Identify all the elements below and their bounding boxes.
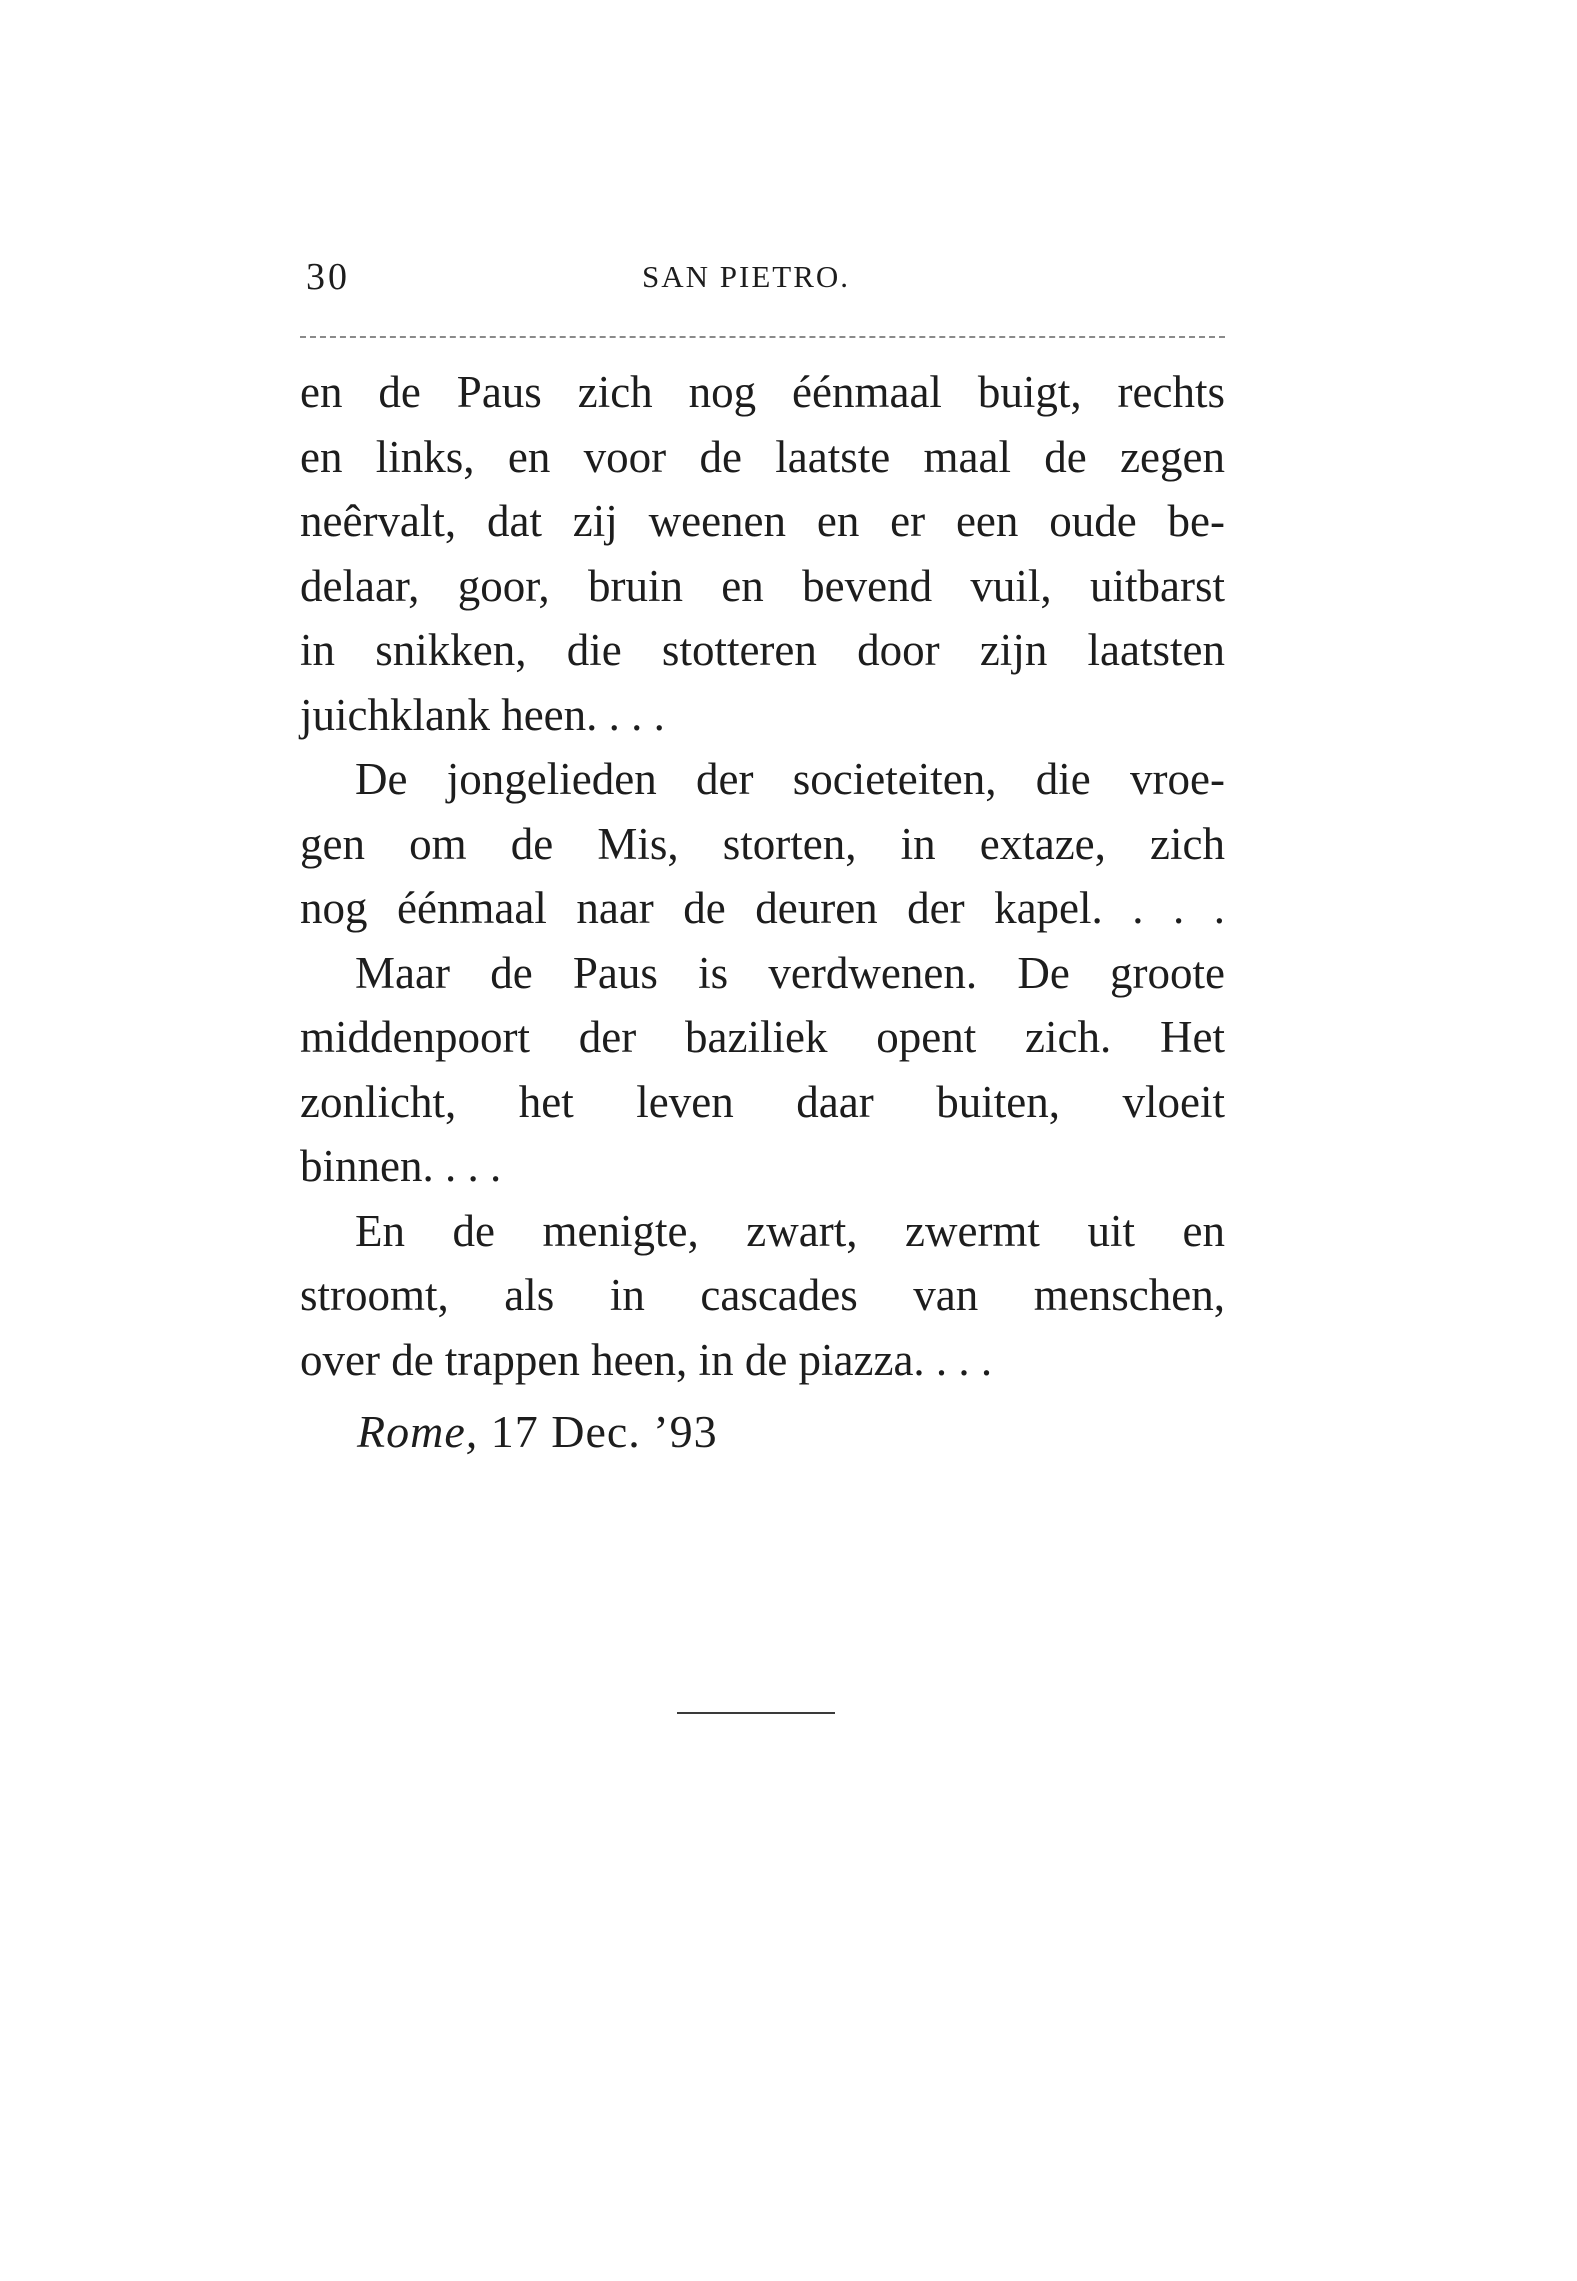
text-line: binnen. . . . bbox=[300, 1141, 502, 1191]
text-line: neêrvalt, dat zij weenen en er een oude be- bbox=[300, 496, 1225, 546]
text-line: stroomt, als in cascades van menschen, bbox=[300, 1270, 1225, 1320]
paragraph bbox=[300, 941, 1225, 1199]
paragraph bbox=[300, 747, 1225, 941]
text-line: over de trappen heen, in de piazza. . . . bbox=[300, 1334, 993, 1385]
paragraph bbox=[300, 1199, 1225, 1393]
text-line: En de menigte, zwart, zwermt uit en bbox=[355, 1205, 1225, 1256]
text-line: en links, en voor de laatste maal de zegen bbox=[300, 431, 1225, 482]
text-line: zonlicht, het leven daar buiten, vloeit bbox=[300, 1076, 1225, 1127]
running-title: SAN PIETRO. bbox=[642, 259, 851, 294]
text-line: en de Paus zich nog éénmaal buigt, rechts bbox=[300, 367, 1225, 417]
running-head bbox=[300, 255, 1225, 305]
text-line: juichklank heen. . . . bbox=[300, 689, 665, 740]
body-text bbox=[300, 360, 1225, 1392]
text-line: delaar, goor, bruin en bevend vuil, uitbarst bbox=[300, 560, 1225, 611]
text-line: in snikken, die stotteren door zijn laatsten bbox=[300, 625, 1225, 675]
text-line: nog éénmaal naar de deuren der kapel. . . . bbox=[300, 883, 1225, 933]
text-line: Maar de Paus is verdwenen. De groote bbox=[355, 947, 1225, 998]
dateline-place: Rome, bbox=[357, 1406, 479, 1457]
end-rule bbox=[677, 1712, 835, 1714]
text-line: De jongelieden der societeiten, die vroe- bbox=[355, 754, 1225, 804]
text-line: gen om de Mis, storten, in extaze, zich bbox=[300, 818, 1225, 869]
dateline-date: 17 Dec. ’93 bbox=[490, 1406, 718, 1457]
dateline bbox=[357, 1405, 718, 1458]
paragraph bbox=[300, 360, 1225, 747]
header-rule bbox=[300, 336, 1225, 338]
page-number: 30 bbox=[306, 256, 350, 298]
text-line: middenpoort der baziliek opent zich. Het bbox=[300, 1012, 1225, 1062]
